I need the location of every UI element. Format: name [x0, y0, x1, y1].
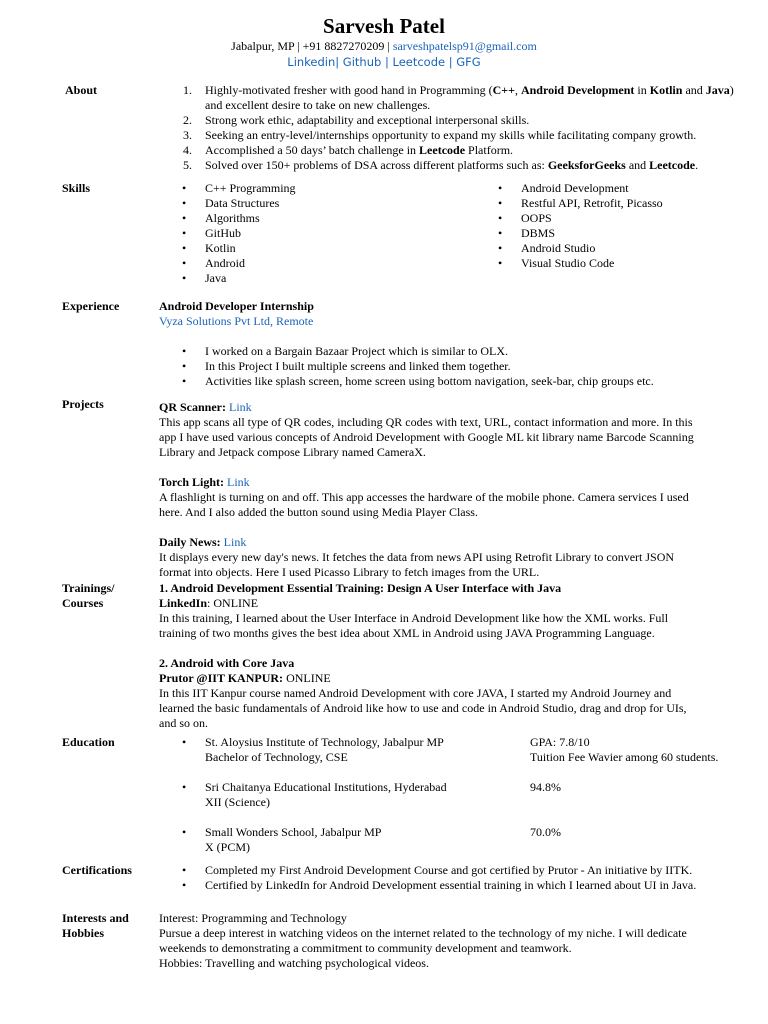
list-item: • Android Development	[475, 181, 745, 196]
email-link[interactable]: sarveshpatelsp91@gmail.com	[392, 39, 537, 53]
list-item: • Android Studio	[475, 241, 745, 256]
project-title: Daily News:	[159, 535, 224, 549]
list-item: • Visual Studio Code	[475, 256, 745, 271]
list-item: • DBMS	[475, 226, 745, 241]
certifications-label: Certifications	[62, 863, 132, 877]
contact-line	[0, 39, 768, 54]
list-item: • Restful API, Retrofit, Picasso	[475, 196, 745, 211]
interests-content: Interest: Programming and Technology Pursue a deep interest in watching videos on the internet related to the technology of my niche. I will dedicate weekends to demonstrating a commitment to community development and teamwork. Hobbies: Travelling and watching psychological videos.	[159, 911, 687, 970]
trainings-label: Trainings/ Courses	[62, 581, 115, 610]
list-item: • I worked on a Bargain Bazaar Project which is similar to OLX.	[159, 344, 743, 359]
list-item: • Certified by LinkedIn for Android Development essential training in which I learned about UI in Java.	[159, 878, 743, 893]
trainings-content	[159, 581, 743, 731]
education-item: • St. Aloysius Institute of Technology, Jabalpur MP GPA: 7.8/10 Bachelor of Technology, CSE Tuition Fee Wavier among 60 students.	[159, 735, 743, 765]
job-title: Android Developer Internship	[159, 299, 314, 313]
interests-label: Interests and Hobbies	[62, 911, 129, 940]
list-item: 4. Accomplished a 50 days’ batch challenge in Leetcode Platform.	[183, 143, 514, 157]
education-label: Education	[62, 735, 115, 749]
skills-right-list	[475, 181, 745, 271]
list-item: • Algorithms	[159, 211, 459, 226]
location-phone: Jabalpur, MP | +91 8827270209 |	[231, 39, 393, 53]
skills-label: Skills	[62, 181, 91, 195]
education-item: • Small Wonders School, Jabalpur MP 70.0% X (PCM)	[159, 825, 743, 855]
project-link[interactable]: Link	[229, 400, 252, 414]
list-item: • Kotlin	[159, 241, 459, 256]
list-item: • Java	[159, 271, 459, 286]
project-title: Torch Light:	[159, 475, 228, 489]
education-item: • Sri Chaitanya Educational Institutions, Hyderabad 94.8% XII (Science)	[159, 780, 743, 810]
project-torch-light: Torch Light: Link A flashlight is turning on and off. This app accesses the hardware of the mobile phone. Camera services I used here. And I also added the button sound using Media Player Class.	[159, 475, 689, 519]
list-item: • In this Project I built multiple screens and linked them together.	[159, 359, 743, 374]
profile-links[interactable]: Linkedin| Github | Leetcode | GFG	[287, 55, 481, 69]
certifications-content	[159, 863, 743, 893]
resume-header	[0, 14, 768, 70]
training-item: 1. Android Development Essential Training: Design A User Interface with Java LinkedIn: ONLINE In this training, I learned about the User Interface in Android Development like how the XML works. Full training of two months gives the best idea about XML in Android using JAVA Programming Language.	[159, 581, 669, 640]
experience-content	[159, 299, 743, 389]
skills-left-list	[159, 181, 459, 286]
about-content	[159, 83, 743, 173]
list-item: • OOPS	[475, 211, 745, 226]
education-content	[159, 735, 743, 855]
candidate-name: Sarvesh Patel	[323, 14, 445, 38]
list-item: • GitHub	[159, 226, 459, 241]
about-label: About	[65, 83, 98, 97]
list-item: • Data Structures	[159, 196, 459, 211]
list-item: 1. Highly-motivated fresher with good hand in Programming (C++, Android Development in Kotlin and Java) and excellent desire to take on new challenges.	[183, 83, 734, 112]
projects-label: Projects	[62, 397, 104, 411]
training-item: 2. Android with Core Java Prutor @IIT KANPUR: ONLINE In this IIT Kanpur course named Android Development with core JAVA, I started my Android Journey and learned the basic fundamentals of Android like how to use and code in Android Studio, drag and drop for UIs, and so on.	[159, 656, 687, 730]
project-qr-scanner: QR Scanner: Link This app scans all type of QR codes, including QR codes with text, URL, contact information and more. In this app I have used various concepts of Android Development with Google ML kit library name Barcode Scanning Library and Jetpack compose Library named CameraX.	[159, 400, 694, 459]
list-item: • Activities like splash screen, home screen using bottom navigation, seek-bar, chip groups etc.	[159, 374, 743, 389]
list-item: • Android	[159, 256, 459, 271]
project-link[interactable]: Link	[227, 475, 250, 489]
project-daily-news: Daily News: Link It displays every new day's news. It fetches the data from news API using Retrofit Library to convert JSON format into objects. Here I used Picasso Library to fetch images from the URL.	[159, 535, 675, 579]
list-item: 5. Solved over 150+ problems of DSA across different platforms such as: GeeksforGeeks and Leetcode.	[183, 158, 699, 172]
projects-content	[159, 400, 743, 580]
list-item: 2. Strong work ethic, adaptability and exceptional interpersonal skills.	[183, 113, 530, 127]
company-link[interactable]: Vyza Solutions Pvt Ltd, Remote	[159, 314, 314, 328]
list-item: 3. Seeking an entry-level/internships opportunity to expand my skills while facilitating company growth.	[183, 128, 697, 142]
project-link[interactable]: Link	[223, 535, 247, 549]
list-item: • C++ Programming	[159, 181, 459, 196]
experience-label: Experience	[62, 299, 120, 313]
project-title: QR Scanner:	[159, 400, 229, 414]
list-item: • Completed my First Android Development Course and got certified by Prutor - An initiative by IITK.	[159, 863, 743, 878]
